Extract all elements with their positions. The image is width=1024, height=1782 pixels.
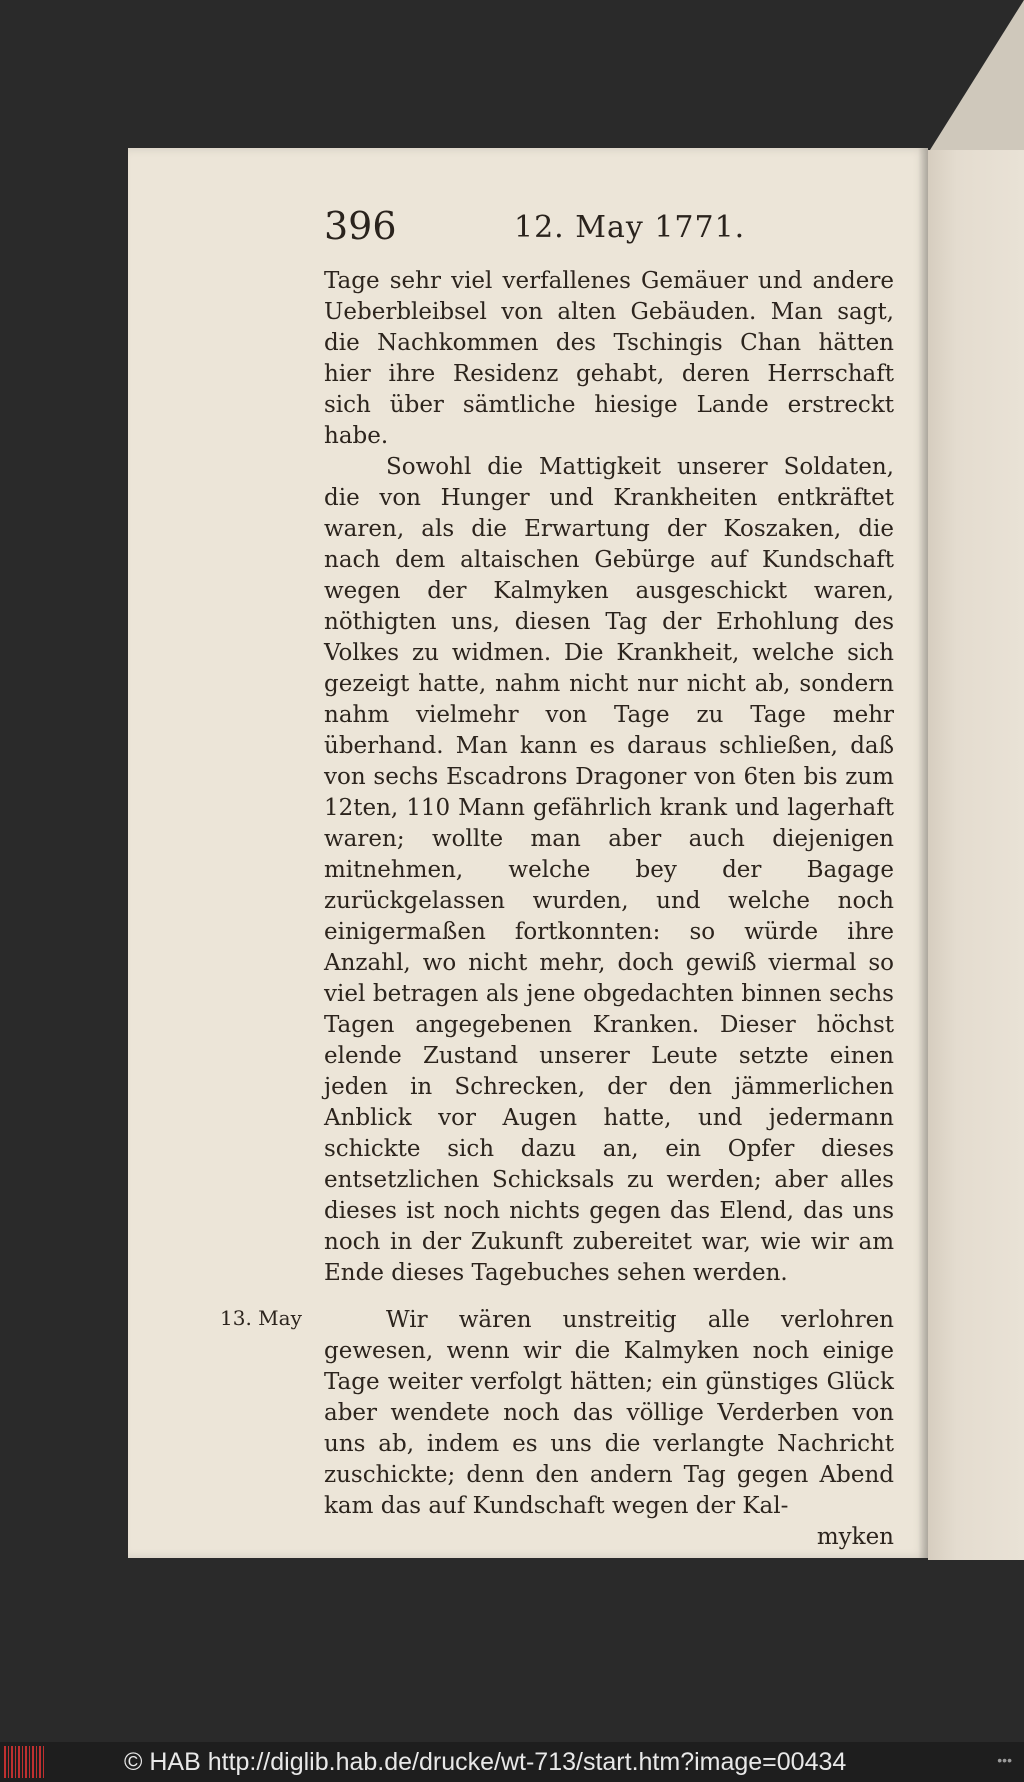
more-options-icon[interactable]: ••• [997,1752,1012,1768]
paragraph-1: Tage sehr viel verfallenes Gemäuer und andere Ueberbleibsel von alten Gebäuden. Man sagt, die Nachkommen des Tschingis Chan hätten hier ihre Residenz gehabt, deren Herrschaft sich über sämtliche hiesige Lande erstreckt habe. [324,268,894,449]
book-page [128,148,928,1558]
page-body [324,266,894,1553]
paragraph-3: Wir wären unstreitig alle verlohren gewesen, wenn wir die Kalmyken noch einige Tage weiter verfolgt hätten; ein günstiges Glück aber wendete noch das völlige Verderben von uns ab, indem es uns die verlangte Nachricht zuschickte; denn den andern Tag gegen Abend kam das auf Kundschaft wegen der Kal- [324,1307,894,1519]
viewer-footer [0,1742,1024,1782]
catchword: myken [816,1524,894,1550]
marginal-date-note: 13. May [220,1306,302,1330]
copyright-url[interactable]: © HAB http://diglib.hab.de/drucke/wt-713/start.htm?image=00434 [124,1747,847,1776]
adjacent-page [928,150,1024,1560]
paragraph-2: Sowohl die Mattigkeit unserer Soldaten, die von Hunger und Krankheiten entkräftet waren, als die Erwartung der Koszaken, die nach dem altaischen Gebürge auf Kundschaft wegen der Kalmyken ausgeschickt waren, nöthigten uns, diesen Tag der Erhohlung des Volkes zu widmen. Die Krankheit, welche sich gezeigt hatte, nahm nicht nur nicht ab, sondern nahm vielmehr von Tage zu Tage mehr überhand. Man kann es daraus schließen, daß von sechs Escadrons Dragoner von 6ten bis zum 12ten, 110 Mann gefährlich krank und lagerhaft waren; wollte man aber auch diejenigen mitnehmen, welche bey der Bagage zurückgelassen wurden, und welche noch einigermaßen fortkonnten: so würde ihre Anzahl, wo nicht mehr, doch gewiß viermal so viel betragen als jene obgedachten binnen sechs Tagen angegebenen Kranken. Dieser höchst elende Zustand unserer Leute setzte einen jeden in Schrecken, der den jämmerlichen Anblick vor Augen hatte, und jedermann schickte sich dazu an, ein Opfer dieses entsetzlichen Schicksals zu werden; aber alles dieses ist noch nichts gegen das Elend, das uns noch in der Zukunft zubereitet war, wie wir am Ende dieses Tagebuches sehen werden. [324,454,894,1286]
barcode-icon [4,1746,44,1778]
page-number: 396 [324,204,397,248]
running-head: 12. May 1771. [514,210,746,245]
page-header [324,204,844,254]
next-page-curl [930,0,1024,150]
